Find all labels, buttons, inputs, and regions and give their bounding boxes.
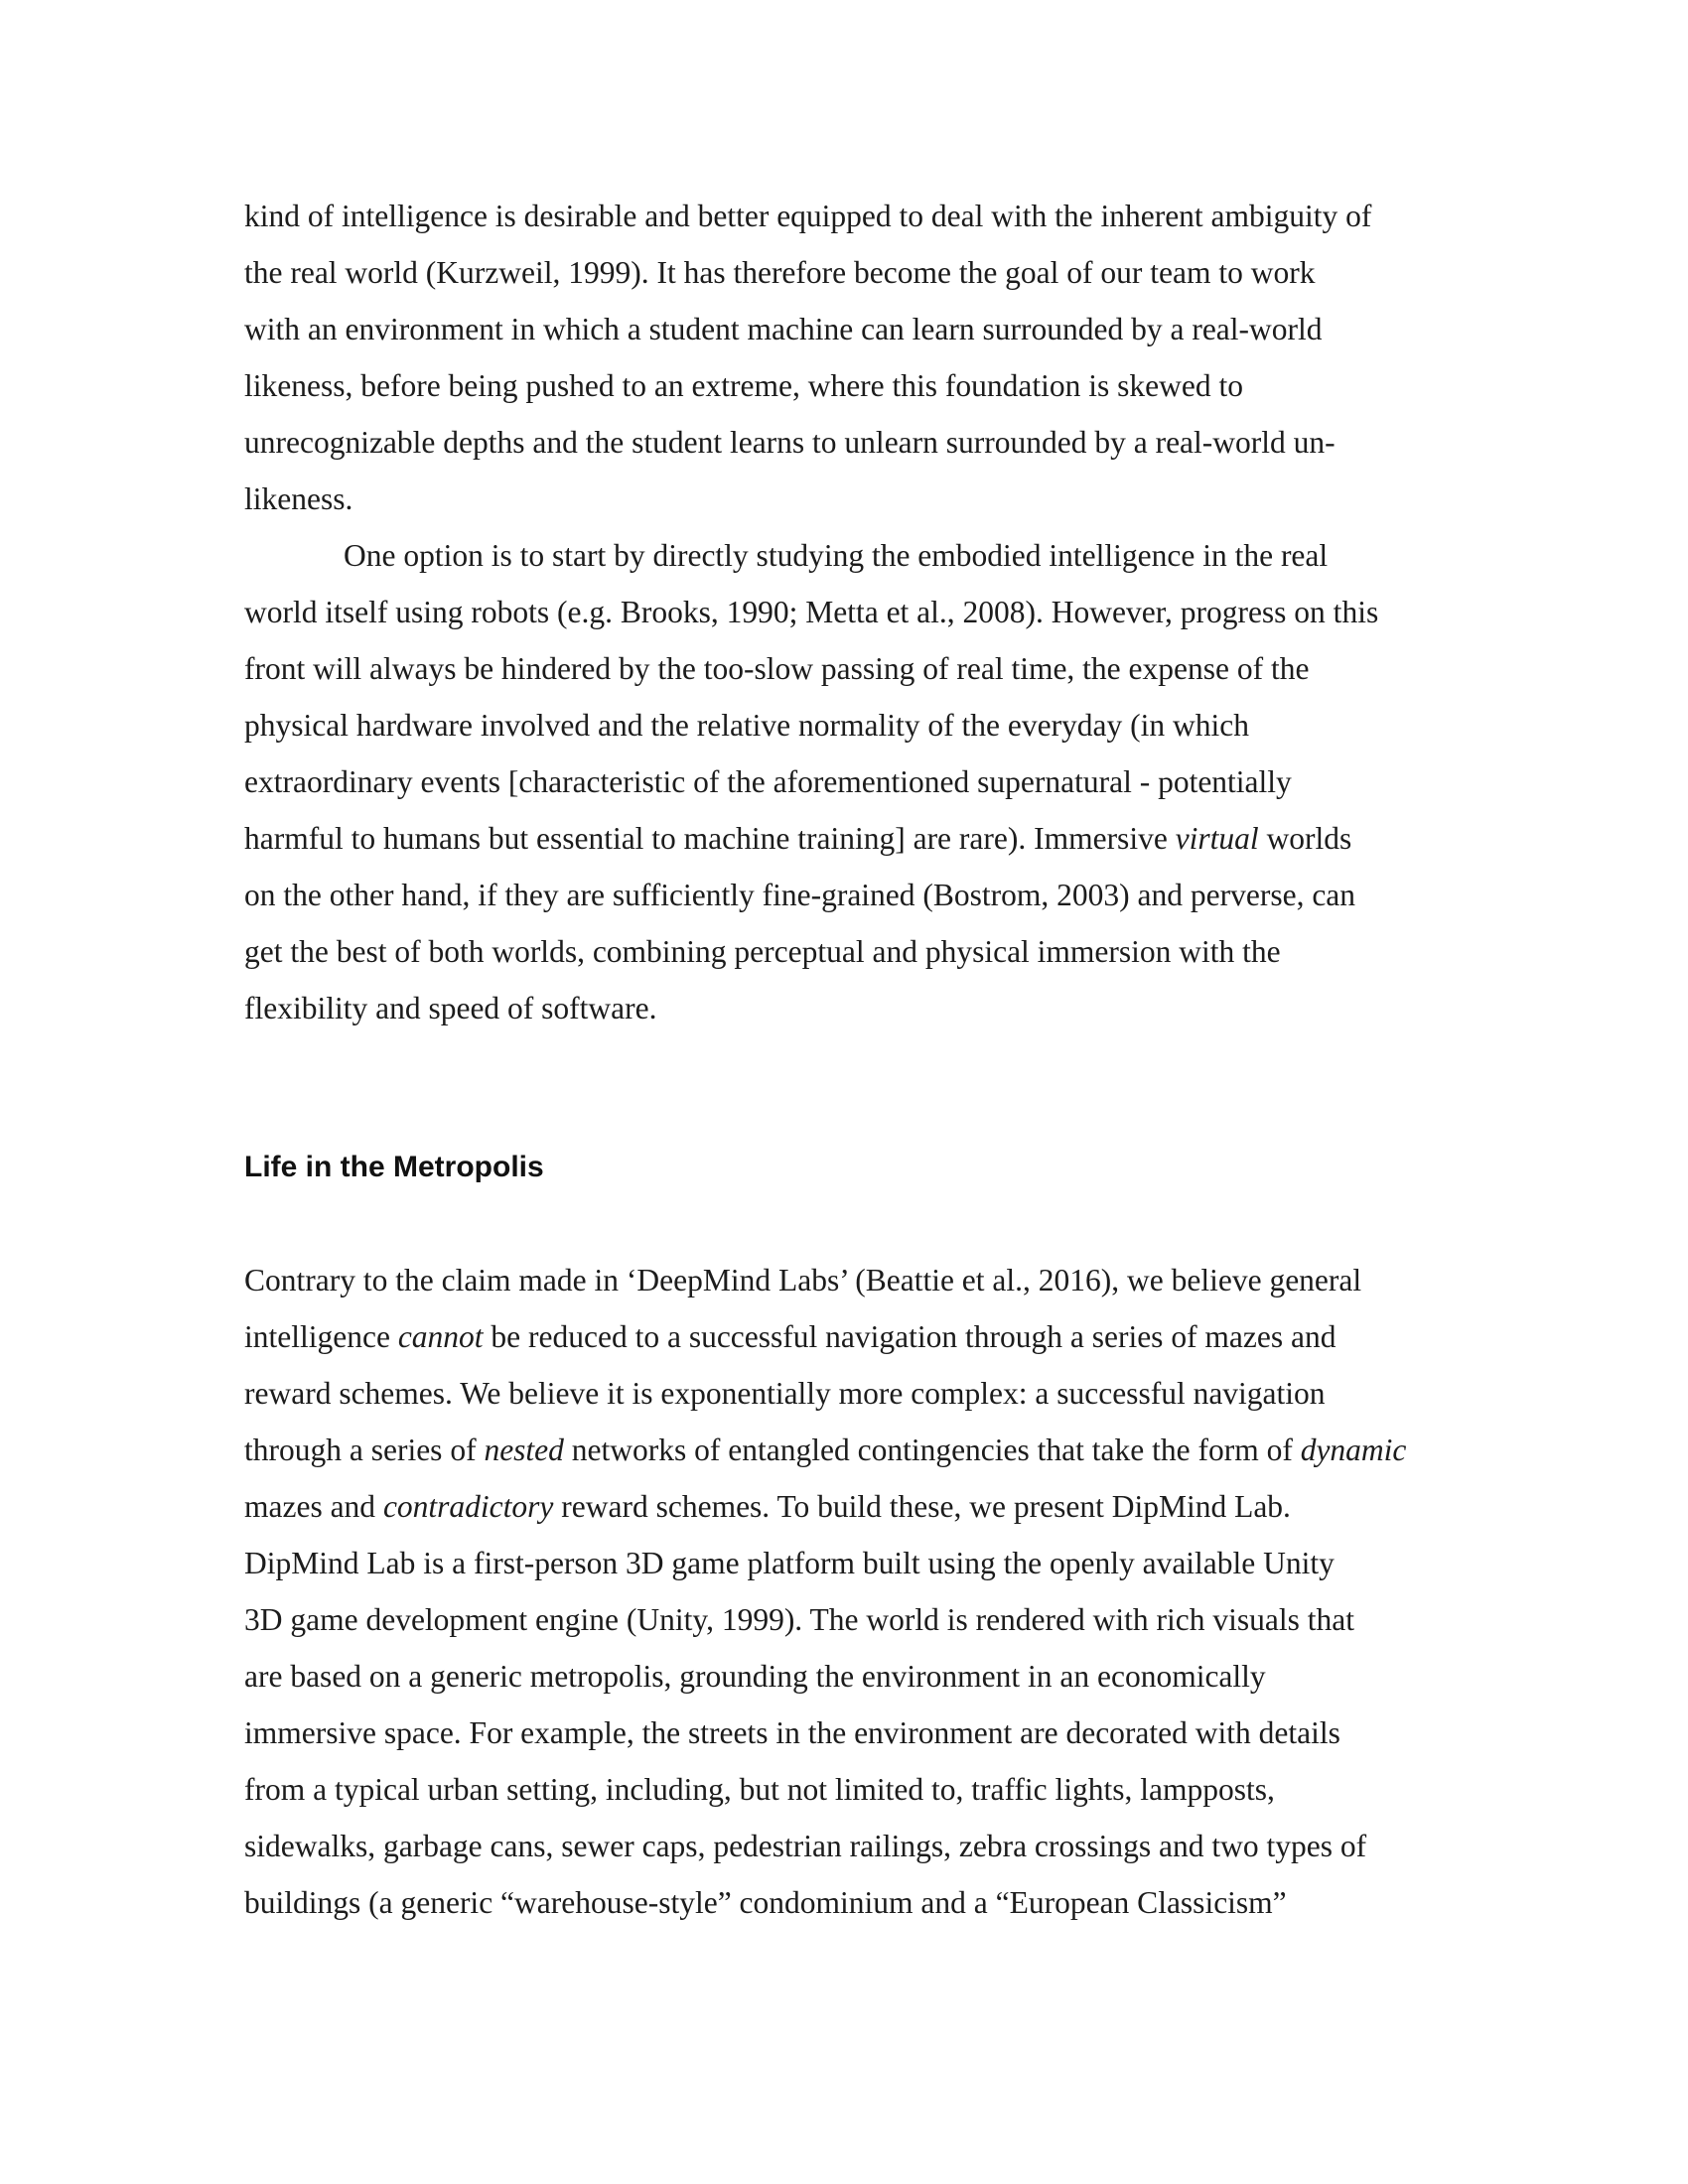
- italic-text: cannot: [397, 1319, 484, 1354]
- paragraph-line: get the best of both worlds, combining perceptual and physical immersion with the: [244, 934, 1281, 969]
- text-run: reward schemes. To build these, we present DipMind Lab.: [553, 1489, 1291, 1524]
- section-heading: Life in the Metropolis: [244, 1151, 544, 1183]
- paragraph-line: flexibility and speed of software.: [244, 991, 657, 1025]
- text-run: worlds: [1258, 821, 1352, 856]
- italic-text: nested: [484, 1433, 564, 1467]
- text-run: mazes and: [244, 1489, 383, 1524]
- paragraph-line: the real world (Kurzweil, 1999). It has therefore become the goal of our team to work: [244, 255, 1316, 290]
- paragraph-line: likeness.: [244, 481, 353, 516]
- paragraph-line: extraordinary events [characteristic of the aforementioned supernatural - potentially: [244, 764, 1292, 799]
- italic-text: virtual: [1175, 821, 1259, 856]
- paragraph-line: [244, 1431, 1406, 1470]
- paragraph-line: kind of intelligence is desirable and better equipped to deal with the inherent ambiguity of: [244, 199, 1372, 233]
- paragraph-line: from a typical urban setting, including, but not limited to, traffic lights, lampposts,: [244, 1772, 1275, 1807]
- paragraph-line: [244, 1317, 1336, 1357]
- paragraph-line: on the other hand, if they are sufficiently fine-grained (Bostrom, 2003) and perverse, can: [244, 878, 1356, 912]
- paragraph-line: reward schemes. We believe it is exponentially more complex: a successful navigation: [244, 1376, 1326, 1411]
- paragraph-line: likeness, before being pushed to an extreme, where this foundation is skewed to: [244, 368, 1243, 403]
- paragraph-line: buildings (a generic “warehouse-style” condominium and a “European Classicism”: [244, 1885, 1287, 1920]
- paragraph-line: immersive space. For example, the streets in the environment are decorated with details: [244, 1715, 1340, 1750]
- paragraph-line: world itself using robots (e.g. Brooks, 1990; Metta et al., 2008). However, progress on this: [244, 595, 1379, 629]
- italic-text: dynamic: [1300, 1433, 1407, 1467]
- paragraph-line: with an environment in which a student machine can learn surrounded by a real-world: [244, 312, 1323, 346]
- italic-text: contradictory: [382, 1489, 554, 1524]
- paragraph-line: [244, 819, 1351, 859]
- paragraph-line: front will always be hindered by the too-slow passing of real time, the expense of the: [244, 651, 1310, 686]
- paragraph-line: [244, 1487, 1291, 1527]
- paragraph-line: sidewalks, garbage cans, sewer caps, pedestrian railings, zebra crossings and two types of: [244, 1829, 1367, 1863]
- text-run: networks of entangled contingencies that take the form of: [563, 1433, 1301, 1467]
- paragraph-line: DipMind Lab is a first-person 3D game platform built using the openly available Unity: [244, 1546, 1335, 1580]
- paragraph-line: are based on a generic metropolis, grounding the environment in an economically: [244, 1659, 1266, 1694]
- paragraph-line: unrecognizable depths and the student learns to unlearn surrounded by a real-world un-: [244, 425, 1336, 460]
- paragraph-line: Contrary to the claim made in ‘DeepMind Labs’ (Beattie et al., 2016), we believe general: [244, 1263, 1362, 1297]
- text-run: intelligence: [244, 1319, 398, 1354]
- text-run: harmful to humans but essential to machine training] are rare). Immersive: [244, 821, 1176, 856]
- paragraph-line: One option is to start by directly studying the embodied intelligence in the real: [344, 538, 1329, 573]
- text-run: be reduced to a successful navigation through a series of mazes and: [483, 1319, 1336, 1354]
- paragraph-line: physical hardware involved and the relative normality of the everyday (in which: [244, 708, 1250, 743]
- paragraph-line: 3D game development engine (Unity, 1999). The world is rendered with rich visuals that: [244, 1602, 1354, 1637]
- text-run: through a series of: [244, 1433, 485, 1467]
